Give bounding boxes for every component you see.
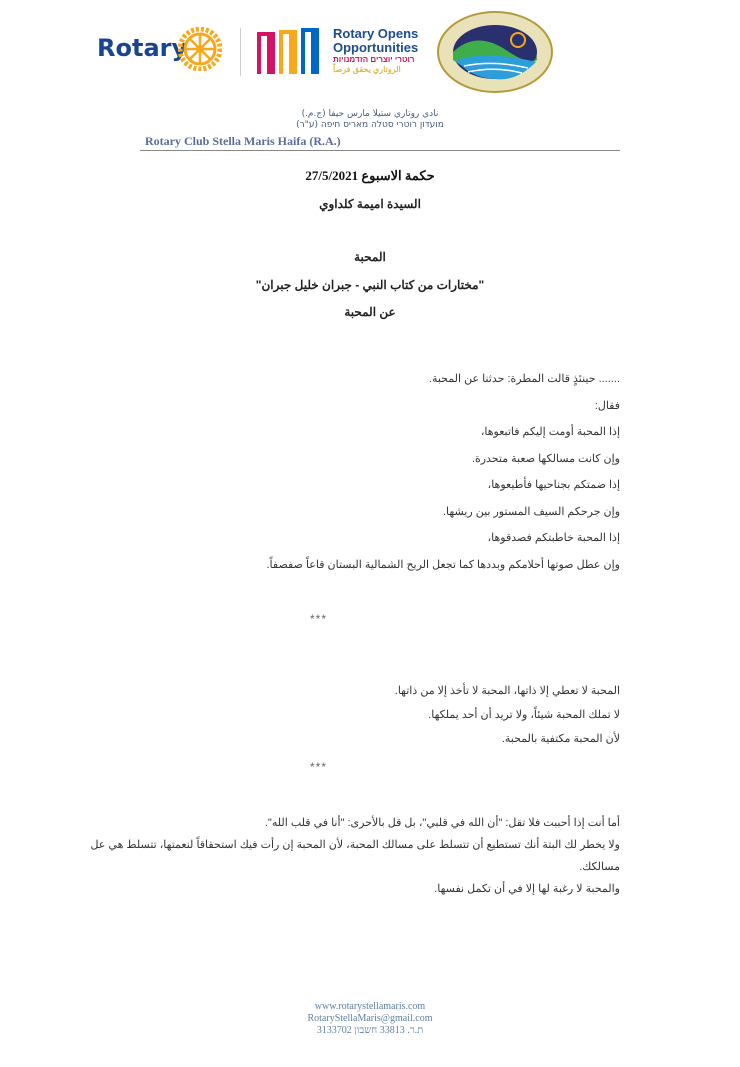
footer [0, 1001, 740, 1037]
verse-line: ولا يخطر لك البتة أنك تستطيع أن تتسلط على مسالك المحبة، لأن المحبة إن رأت فيك استحقاقاً لنعمتها، تتسلط هي عل [90, 839, 620, 851]
club-seal-logo [436, 10, 554, 94]
author-name: السيدة اميمة كلداوي [319, 197, 421, 211]
verse-line: لأن المحبة مكتفية بالمحبة. [501, 733, 620, 745]
campaign-logo-text [333, 27, 418, 75]
footer-email[interactable]: RotaryStellaMaris@gmail.com [307, 1013, 433, 1024]
rotary-wordmark: Rotary [97, 34, 188, 62]
verse-line: وإن عطل صوتها أحلامكم وبددها كما تجعل الريح الشمالية البستان قاعاً صفصفاً. [266, 558, 620, 571]
verse-line: إذا المحبة أومت إليكم فاتبعوها، [480, 426, 620, 438]
verse-line: المحبة لا تعطي إلا ذاتها، المحبة لا تأخذ إلا من ذاتها. [394, 685, 620, 697]
campaign-line1: Rotary Opens [333, 26, 419, 41]
footer-registration: ת.ר. 33813 חשבון 3133702 [316, 1025, 424, 1036]
verse-line: فقال: [594, 399, 620, 412]
subject-heading: المحبة [354, 250, 386, 264]
separator-1: *** [310, 612, 328, 626]
campaign-arabic: الروتاري يحقق فرصاً [333, 65, 401, 74]
verse-line: وإن جرحكم السيف المستور بين ريشها. [442, 505, 620, 518]
rotary-wheel-icon [178, 27, 222, 71]
section-3 [0, 812, 620, 900]
source-citation: "مختارات من كتاب النبي - جبران خليل جبران" [255, 278, 485, 292]
verse-line: لا تملك المحبة شيئاً، ولا تريد أن أحد يملكها. [428, 709, 620, 721]
club-name-block [0, 109, 740, 131]
verse-line: والمحبة لا رغبة لها إلا في أن تكمل نفسها. [434, 883, 620, 895]
campaign-hebrew: רוטרי יוצרים הזדמנויות [333, 55, 415, 64]
logo-divider [240, 28, 241, 76]
verse-line: إذا ضمتكم بجناحيها فأطيعوها، [487, 479, 620, 491]
open-doors-icon [255, 26, 323, 78]
club-name-arabic: نادي روتاري ستيلا مارس حيفا (ج.م.) [301, 109, 439, 119]
club-name-english: Rotary Club Stella Maris Haifa (R.A.) [145, 134, 341, 148]
header-divider [140, 150, 620, 151]
verse-line: أما أنت إذا أحببت فلا تقل: "أن الله في قلبي"، بل قل بالأحرى: "أنا في قلب الله". [264, 817, 620, 829]
subject-subheading: عن المحبة [344, 305, 396, 319]
verse-line: مسالكك. [579, 861, 620, 873]
separator-2: *** [310, 760, 328, 774]
verse-line: إذا المحبة خاطبتكم فصدقوها، [487, 532, 620, 544]
verse-line: وإن كانت مسالكها صعبة متحدرة. [471, 452, 620, 465]
section-1 [80, 366, 620, 578]
verse-line: ....... حينئذٍ قالت المطرة: حدثنا عن المحبة. [428, 373, 620, 385]
footer-website[interactable]: www.rotarystellamaris.com [314, 1001, 426, 1012]
section-2 [80, 679, 620, 751]
campaign-line2: Opportunities [333, 40, 419, 55]
club-name-hebrew: מועדון רוטרי סטלה מאריס חיפה (ע"ר) [296, 120, 444, 130]
page-title: حكمة الاسبوع 27/5/2021 [305, 168, 435, 183]
